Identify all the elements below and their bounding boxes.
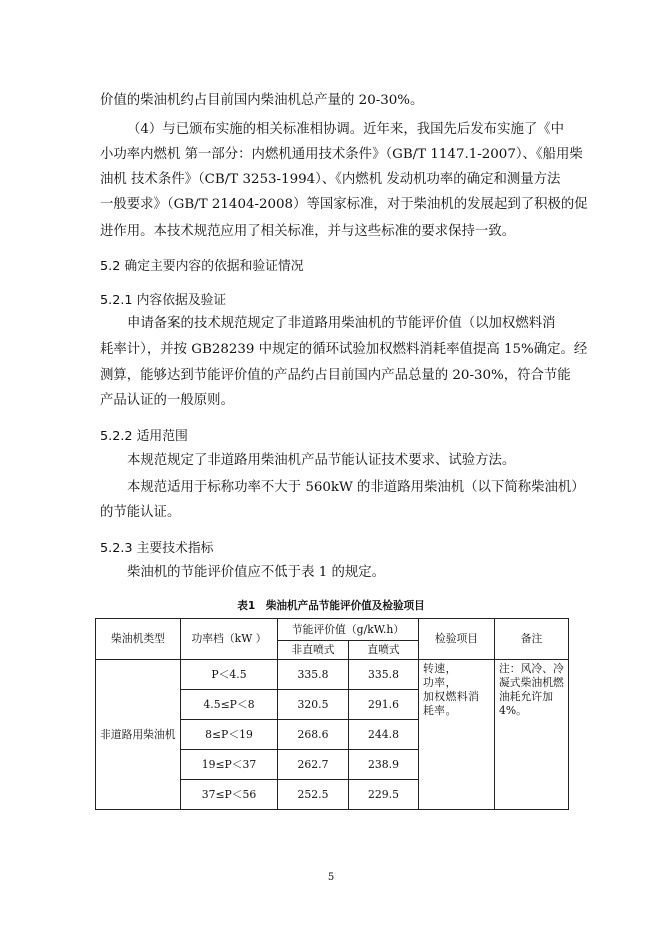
cell-power: 37≤P＜56: [181, 780, 278, 810]
paragraph-line: 耗率计），并按 GB28239 中规定的循环试验加权燃料消耗率值提高 15%确定。经: [100, 342, 588, 357]
cell-inspect: 转速， 功率， 加权燃料消耗率。: [419, 660, 495, 810]
energy-table: [95, 618, 569, 810]
header-note: 备注: [495, 619, 569, 660]
section-heading-5-2-3: 5.2.3 主要技术指标: [100, 541, 214, 556]
cell-indirect: 268.6: [278, 720, 349, 750]
paragraph-line: 产品认证的一般原则。: [100, 393, 234, 408]
cell-direct: 335.8: [349, 660, 419, 690]
header-eval: 节能评价值（g/kW.h）: [278, 619, 419, 641]
cell-indirect: 320.5: [278, 690, 349, 720]
paragraph-line: （4）与已颁布实施的相关标准相协调。近年来，我国先后发布实施了《中: [127, 122, 565, 137]
paragraph-line: 一般要求》（GB/T 21404-2008）等国家标准，对于柴油机的发展起到了积极的促: [100, 197, 588, 212]
page-number: 5: [327, 872, 335, 883]
section-heading-5-2-2: 5.2.2 适用范围: [100, 429, 188, 444]
cell-direct: 229.5: [349, 780, 419, 810]
paragraph-line: 进作用。本技术规范应用了相关标准，并与这些标准的要求保持一致。: [100, 224, 516, 239]
header-indirect: 非直喷式: [278, 641, 349, 660]
cell-power: 4.5≤P＜8: [181, 690, 278, 720]
cell-power: P＜4.5: [181, 660, 278, 690]
cell-type: 非道路用柴油机: [96, 660, 181, 810]
paragraph-line: 油机 技术条件》（CB/T 3253-1994）、《内燃机 发动机功率的确定和测量方法: [100, 172, 561, 187]
table-caption: 表1 柴油机产品节能评价值及检验项目: [237, 600, 425, 612]
cell-direct: 291.6: [349, 690, 419, 720]
paragraph-line: 本规范适用于标称功率不大于 560kW 的非道路用柴油机（以下简称柴油机）: [127, 480, 585, 495]
paragraph-continuation: 价值的柴油机约占目前国内柴油机总产量的 20-30%。: [100, 93, 424, 108]
header-power: 功率档（kW ）: [181, 619, 278, 660]
cell-indirect: 262.7: [278, 750, 349, 780]
cell-power: 8≤P＜19: [181, 720, 278, 750]
paragraph-line: 柴油机的节能评价值应不低于表 1 的规定。: [127, 565, 386, 580]
paragraph-line: 测算，能够达到节能评价值的产品约占目前国内产品总量的 20-30%，符合节能: [100, 368, 571, 383]
section-heading-5-2-1: 5.2.1 内容依据及验证: [100, 293, 227, 308]
cell-indirect: 252.5: [278, 780, 349, 810]
section-heading-5-2: 5.2 确定主要内容的依据和验证情况: [100, 259, 304, 274]
cell-power: 19≤P＜37: [181, 750, 278, 780]
table-header-row: [96, 619, 569, 641]
header-inspect: 检验项目: [419, 619, 495, 660]
cell-note: 注：风冷、冷凝式柴油机燃油耗允许加 4%。: [495, 660, 569, 810]
paragraph-line: 申请备案的技术规范规定了非道路用柴油机的节能评价值（以加权燃料消: [127, 316, 556, 331]
cell-indirect: 335.8: [278, 660, 349, 690]
cell-direct: 244.8: [349, 720, 419, 750]
paragraph-line: 的节能认证。: [100, 505, 181, 520]
paragraph-line: 本规范规定了非道路用柴油机产品节能认证技术要求、试验方法。: [127, 453, 516, 468]
paragraph-line: 小功率内燃机 第一部分：内燃机通用技术条件》（GB/T 1147.1-2007）、《船用柴: [100, 147, 583, 162]
cell-direct: 238.9: [349, 750, 419, 780]
header-type: 柴油机类型: [96, 619, 181, 660]
table-row: [96, 660, 569, 690]
header-direct: 直喷式: [349, 641, 419, 660]
